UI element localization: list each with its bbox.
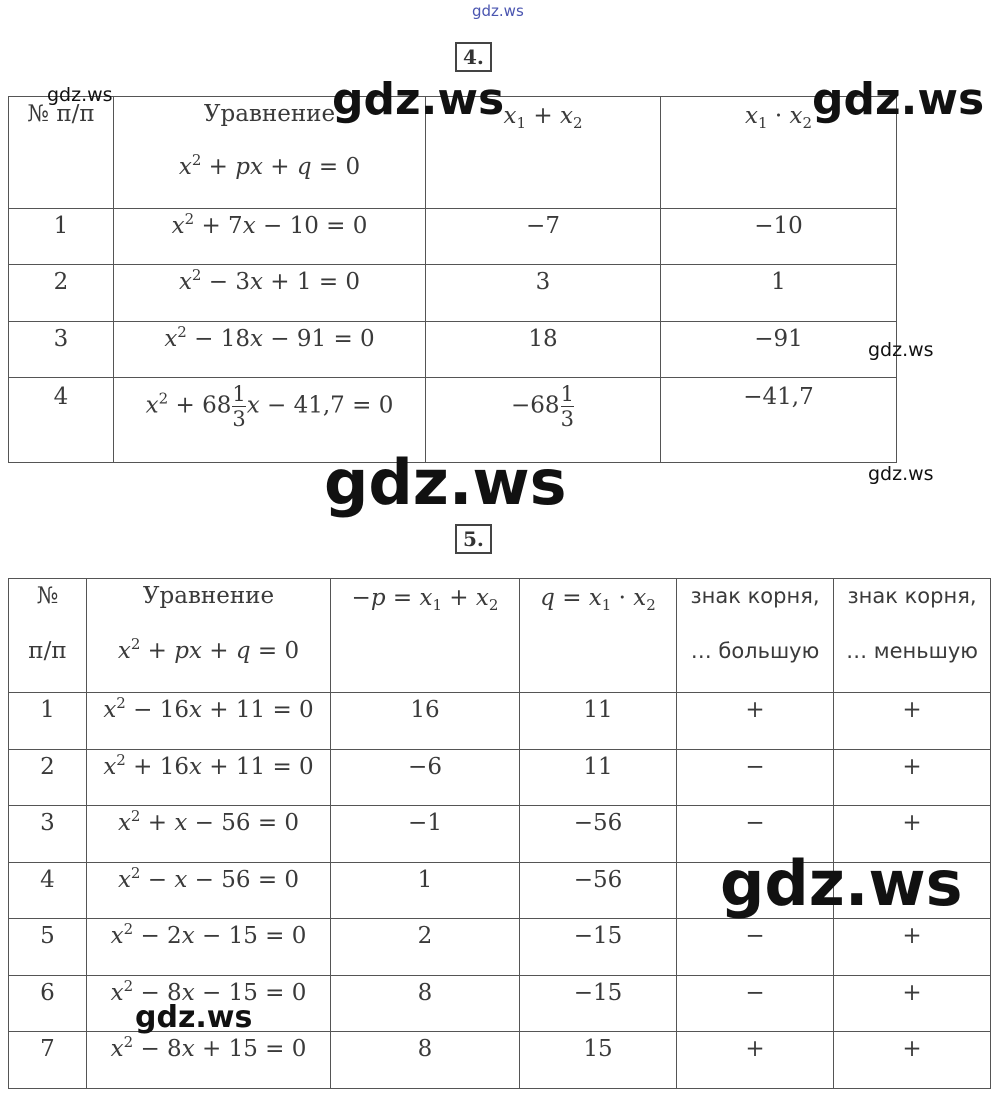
row-sign-smaller: + [834,976,991,1032]
table-row [9,693,991,750]
row-sign-bigger: − [677,750,834,806]
header-sum: $-p = x_1 + x_2$ [331,579,520,693]
row-number: 4 [9,378,114,463]
fraction: $\frac{1}{3}$ [560,382,574,431]
table-row [9,265,897,322]
row-sum: −1 [331,806,520,863]
row-equation: $x^2 - 3x + 1 = 0$ [114,265,426,322]
header-sum: $x_1 + x_2$ [426,97,661,209]
row-sign-smaller: + [834,693,991,750]
row-equation: $x^2 - 8x + 15 = 0$ [87,1032,331,1089]
task-4-number: 4. [455,42,492,72]
watermark-task4-left: gdz.ws [47,84,113,106]
row-sign-smaller: + [834,806,991,863]
header-equation: Уравнение $x^2$ + px + q = 0 [114,97,426,209]
row-product: 1 [661,265,897,322]
row-equation: $x^2 + 7x - 10 = 0$ [114,209,426,265]
row-sign-smaller: + [834,1032,991,1089]
row-product: −10 [661,209,897,265]
fraction: $\frac{1}{3}$ [232,382,246,431]
row-sign-bigger: + [677,1032,834,1089]
table-row [9,209,897,265]
watermark-top: gdz.ws [472,2,524,20]
table-header-row [9,579,991,693]
row-number: 3 [9,322,114,378]
row-sum: 3 [426,265,661,322]
table-row [9,1032,991,1089]
row-product: −41,7 [661,378,897,463]
header-number: № п/п [9,579,87,693]
row-sign-bigger: − [677,919,834,976]
row-equation: $x^2 - 2x - 15 = 0$ [87,919,331,976]
watermark-task4-mid: gdz.ws [332,74,505,125]
row-equation: $x^2 + x - 56 = 0$ [87,806,331,863]
row-number: 6 [9,976,87,1032]
watermark-task4-right: gdz.ws [812,74,985,125]
header-product: $x_1 \cdot x_2$ [661,97,897,209]
watermark-task5-left: gdz.ws [135,1000,253,1035]
header-equation: Уравнение $x^2$ + px + q = 0 [87,579,331,693]
row-product: −91 [661,322,897,378]
row-number: 1 [9,209,114,265]
row-equation: $x^2 + 68$ $\frac{1}{3}$ x − 41,7 = 0 [114,378,426,463]
row-number: 5 [9,919,87,976]
row-product: −15 [520,919,677,976]
row-product: 15 [520,1032,677,1089]
row-sign-bigger: − [677,976,834,1032]
row-sum: −7 [426,209,661,265]
header-product: $q = x_1 \cdot x_2$ [520,579,677,693]
table-row [9,750,991,806]
header-sign-bigger: знак корня, … большую [677,579,834,693]
row-number: 3 [9,806,87,863]
row-number: 2 [9,750,87,806]
row-sum: 1 [331,863,520,919]
watermark-task4-side-2: gdz.ws [868,463,934,485]
row-sum: 8 [331,1032,520,1089]
row-number: 4 [9,863,87,919]
row-product: −56 [520,806,677,863]
row-number: 1 [9,693,87,750]
task-4-table [8,96,897,463]
row-number: 2 [9,265,114,322]
row-number: 7 [9,1032,87,1089]
row-sign-smaller: + [834,750,991,806]
row-sum: −6 [331,750,520,806]
row-product: −15 [520,976,677,1032]
row-product: 11 [520,750,677,806]
row-equation: $x^2 - x - 56 = 0$ [87,863,331,919]
row-sum: 8 [331,976,520,1032]
row-sum: 16 [331,693,520,750]
row-equation: $x^2 - 8x - 15 = 0$ [87,976,331,1032]
watermark-center: gdz.ws [324,446,567,519]
row-product: −56 [520,863,677,919]
row-equation: $x^2 + 16x + 11 = 0$ [87,750,331,806]
row-equation: $x^2 - 16x + 11 = 0$ [87,693,331,750]
row-sign-smaller: + [834,919,991,976]
row-equation: $x^2 - 18x - 91 = 0$ [114,322,426,378]
task-5-number: 5. [455,524,492,554]
row-sign-bigger: + [677,693,834,750]
watermark-task5-right: gdz.ws [720,847,963,920]
header-sign-smaller: знак корня, … меньшую [834,579,991,693]
row-sign-bigger: − [677,806,834,863]
row-sum: 18 [426,322,661,378]
table-row [9,919,991,976]
row-sum: 2 [331,919,520,976]
row-sum: −68 $\frac{1}{3}$ [426,378,661,463]
watermark-task4-side-1: gdz.ws [868,339,934,361]
table-row [9,322,897,378]
header-number: № п/п [9,97,114,209]
row-product: 11 [520,693,677,750]
